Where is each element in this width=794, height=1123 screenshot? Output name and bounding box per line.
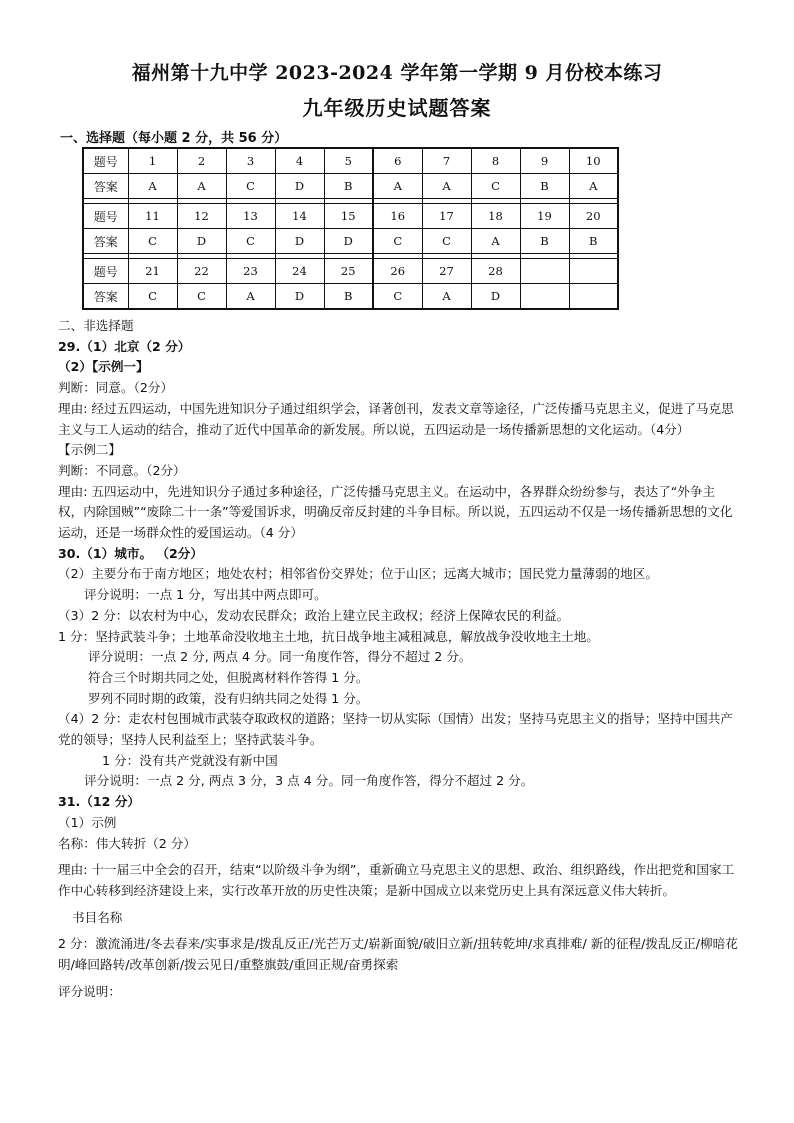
question-number-cell: 23 xyxy=(226,259,275,284)
q31-1-example: （1）示例 xyxy=(58,814,117,830)
row-label-answer: 答案 xyxy=(83,284,128,310)
question-number-cell: 19 xyxy=(520,204,569,229)
answer-cell: C xyxy=(226,229,275,254)
answer-cell: D xyxy=(275,284,324,310)
question-number-cell: 26 xyxy=(373,259,422,284)
q31-heading: 31.（12 分） xyxy=(58,794,141,810)
question-number-cell: 2 xyxy=(177,148,226,174)
question-number-cell: 6 xyxy=(373,148,422,174)
q30-3: （3）2 分：以农村为中心，发动农民群众；政治上建立民主政权；经济上保障农民的利益。 xyxy=(58,607,570,623)
question-number-cell: 25 xyxy=(324,259,373,284)
q30-3-note1: 符合三个时期共同之处，但脱离材料作答得 1 分。 xyxy=(88,669,369,685)
section-heading-choice: 一、选择题（每小题 2 分，共 56 分） xyxy=(60,131,288,146)
q29-reason-2: 理由: 五四运动中，先进知识分子通过多种途径，广泛传播马克思主义。在运动中，各界群众纷纷参与，表达了“外争主权，内除国贼”“废除二十一条”等爱国诉求，明确反帝反封建的斗争目标。所以说，五四运动不仅是一场传播新思想的文化运动，还是一场群众性的爱国运动。（4 分） xyxy=(58,483,733,541)
row-label-answer: 答案 xyxy=(83,174,128,199)
question-number-cell: 21 xyxy=(128,259,177,284)
answer-cell xyxy=(520,284,569,310)
page-subtitle: 九年级历史试题答案 xyxy=(302,96,492,120)
answer-cell: A xyxy=(422,174,471,199)
q29-judgement-1: 判断：同意。（2分） xyxy=(58,380,174,396)
question-number-cell: 8 xyxy=(471,148,520,174)
q29-judgement-2: 判断：不同意。（2分） xyxy=(58,462,186,478)
question-number-cell: 7 xyxy=(422,148,471,174)
row-label-question: 题号 xyxy=(83,204,128,229)
question-number-cell: 13 xyxy=(226,204,275,229)
answer-cell: D xyxy=(275,174,324,199)
answer-table xyxy=(82,147,619,310)
answer-cell: C xyxy=(177,284,226,310)
question-number-cell: 20 xyxy=(569,204,618,229)
question-number-cell: 9 xyxy=(520,148,569,174)
question-number-cell: 15 xyxy=(324,204,373,229)
question-number-cell xyxy=(569,259,618,284)
question-number-cell: 10 xyxy=(569,148,618,174)
answer-cell: C xyxy=(471,174,520,199)
question-number-cell: 12 xyxy=(177,204,226,229)
q31-reason: 理由: 十一届三中全会的召开，结束“以阶级斗争为纲”，重新确立马克思主义的思想、政治、组织路线，作出把党和国家工作中心转移到经济建设上来，实行改革开放的历史性决策；是新中国成立以来党历史上具有深远意义伟大转折。 xyxy=(58,862,735,898)
question-number-cell: 17 xyxy=(422,204,471,229)
question-number-cell: 16 xyxy=(373,204,422,229)
answer-cell: A xyxy=(128,174,177,199)
answer-cell: D xyxy=(177,229,226,254)
answer-cell: C xyxy=(128,229,177,254)
answer-cell xyxy=(569,284,618,310)
q30-4-1pt: 1 分：没有共产党就没有新中国 xyxy=(102,752,278,768)
row-label-answer: 答案 xyxy=(83,229,128,254)
q30-4: （4）2 分：走农村包围城市武装夺取政权的道路；坚持一切从实际（国情）出发；坚持马克思主义的指导；坚持中国共产党的领导；坚持人民利益至上；坚持武装斗争。 xyxy=(58,711,733,748)
page-title: 福州第十九中学 2023-2024 学年第一学期 9 月份校本练习 xyxy=(131,62,663,84)
table-row-question-numbers xyxy=(83,148,618,174)
q29-2-example1: （2）【示例一】 xyxy=(58,359,149,375)
answer-cell: A xyxy=(422,284,471,310)
answer-cell: A xyxy=(471,229,520,254)
q30-3-note2: 罗列不同时期的政策，没有归纳共同之处得 1 分。 xyxy=(88,690,369,706)
question-number-cell: 11 xyxy=(128,204,177,229)
question-number-cell: 1 xyxy=(128,148,177,174)
section-nonchoice xyxy=(58,316,738,1003)
row-label-question: 题号 xyxy=(83,259,128,284)
answer-cell: D xyxy=(324,229,373,254)
answer-cell: B xyxy=(569,229,618,254)
q29-1: 29.（1）北京（2 分） xyxy=(58,338,191,354)
question-number-cell: 14 xyxy=(275,204,324,229)
table-row-question-numbers xyxy=(83,204,618,229)
q30-2: （2）主要分布于南方地区；地处农村；相邻省份交界处；位于山区；远离大城市；国民党力量薄弱的地区。 xyxy=(58,566,658,582)
q30-4-scoring: 评分说明：一点 2 分, 两点 3 分，3 点 4 分。同一角度作答，得分不超过 2 分。 xyxy=(84,773,534,789)
q31-book-title-label: 书目名称 xyxy=(72,909,123,925)
question-number-cell: 4 xyxy=(275,148,324,174)
answer-cell: D xyxy=(275,229,324,254)
answer-cell: A xyxy=(177,174,226,199)
question-number-cell: 5 xyxy=(324,148,373,174)
question-number-cell: 3 xyxy=(226,148,275,174)
table-row-answers xyxy=(83,174,618,199)
q31-scoring: 评分说明： xyxy=(58,983,121,999)
answer-cell: C xyxy=(128,284,177,310)
answer-cell: C xyxy=(373,284,422,310)
section-heading-nonchoice: 二、非选择题 xyxy=(58,318,134,333)
table-row-question-numbers xyxy=(83,259,618,284)
answer-cell: A xyxy=(569,174,618,199)
answer-cell: A xyxy=(226,284,275,310)
question-number-cell xyxy=(520,259,569,284)
q30-3-scoring: 评分说明：一点 2 分, 两点 4 分。同一角度作答，得分不超过 2 分。 xyxy=(88,649,472,665)
table-row-answers xyxy=(83,229,618,254)
answer-cell: B xyxy=(520,174,569,199)
answer-cell: D xyxy=(471,284,520,310)
answer-cell: B xyxy=(324,174,373,199)
answer-cell: C xyxy=(226,174,275,199)
q29-example2: 【示例二】 xyxy=(58,442,121,458)
q30-3-1pt: 1 分：坚持武装斗争；土地革命没收地主土地，抗日战争地主减租减息，解放战争没收地主土地。 xyxy=(58,628,599,644)
row-label-question: 题号 xyxy=(83,148,128,174)
question-number-cell: 18 xyxy=(471,204,520,229)
answer-cell: C xyxy=(373,229,422,254)
q29-reason-1: 理由: 经过五四运动，中国先进知识分子通过组织学会，译著创刊，发表文章等途径，广泛传播马克思主义，促进了马克思主义与工人运动的结合，推动了近代中国革命的新发展。所以说，五四运动是一场传播新思想的文化运动。（4分） xyxy=(58,400,734,437)
q30-1: 30.（1）城市。 （2分） xyxy=(58,545,203,561)
table-row-answers xyxy=(83,284,618,310)
q31-book-titles: 2 分：激流涌进/冬去春来/实事求是/拨乱反正/光芒万丈/崭新面貌/破旧立新/扭转乾坤/求真排难/ 新的征程/拨乱反正/柳暗花明/峰回路转/改革创新/拨云见日/重整旗鼓/重回正规/奋勇探索 xyxy=(58,936,738,973)
question-number-cell: 22 xyxy=(177,259,226,284)
answer-cell: B xyxy=(324,284,373,310)
question-number-cell: 24 xyxy=(275,259,324,284)
answer-cell: C xyxy=(422,229,471,254)
answer-cell: A xyxy=(373,174,422,199)
q31-name: 名称：伟大转折（2 分） xyxy=(58,835,196,851)
question-number-cell: 27 xyxy=(422,259,471,284)
answer-cell: B xyxy=(520,229,569,254)
question-number-cell: 28 xyxy=(471,259,520,284)
q30-2-scoring: 评分说明：一点 1 分，写出其中两点即可。 xyxy=(84,587,327,603)
